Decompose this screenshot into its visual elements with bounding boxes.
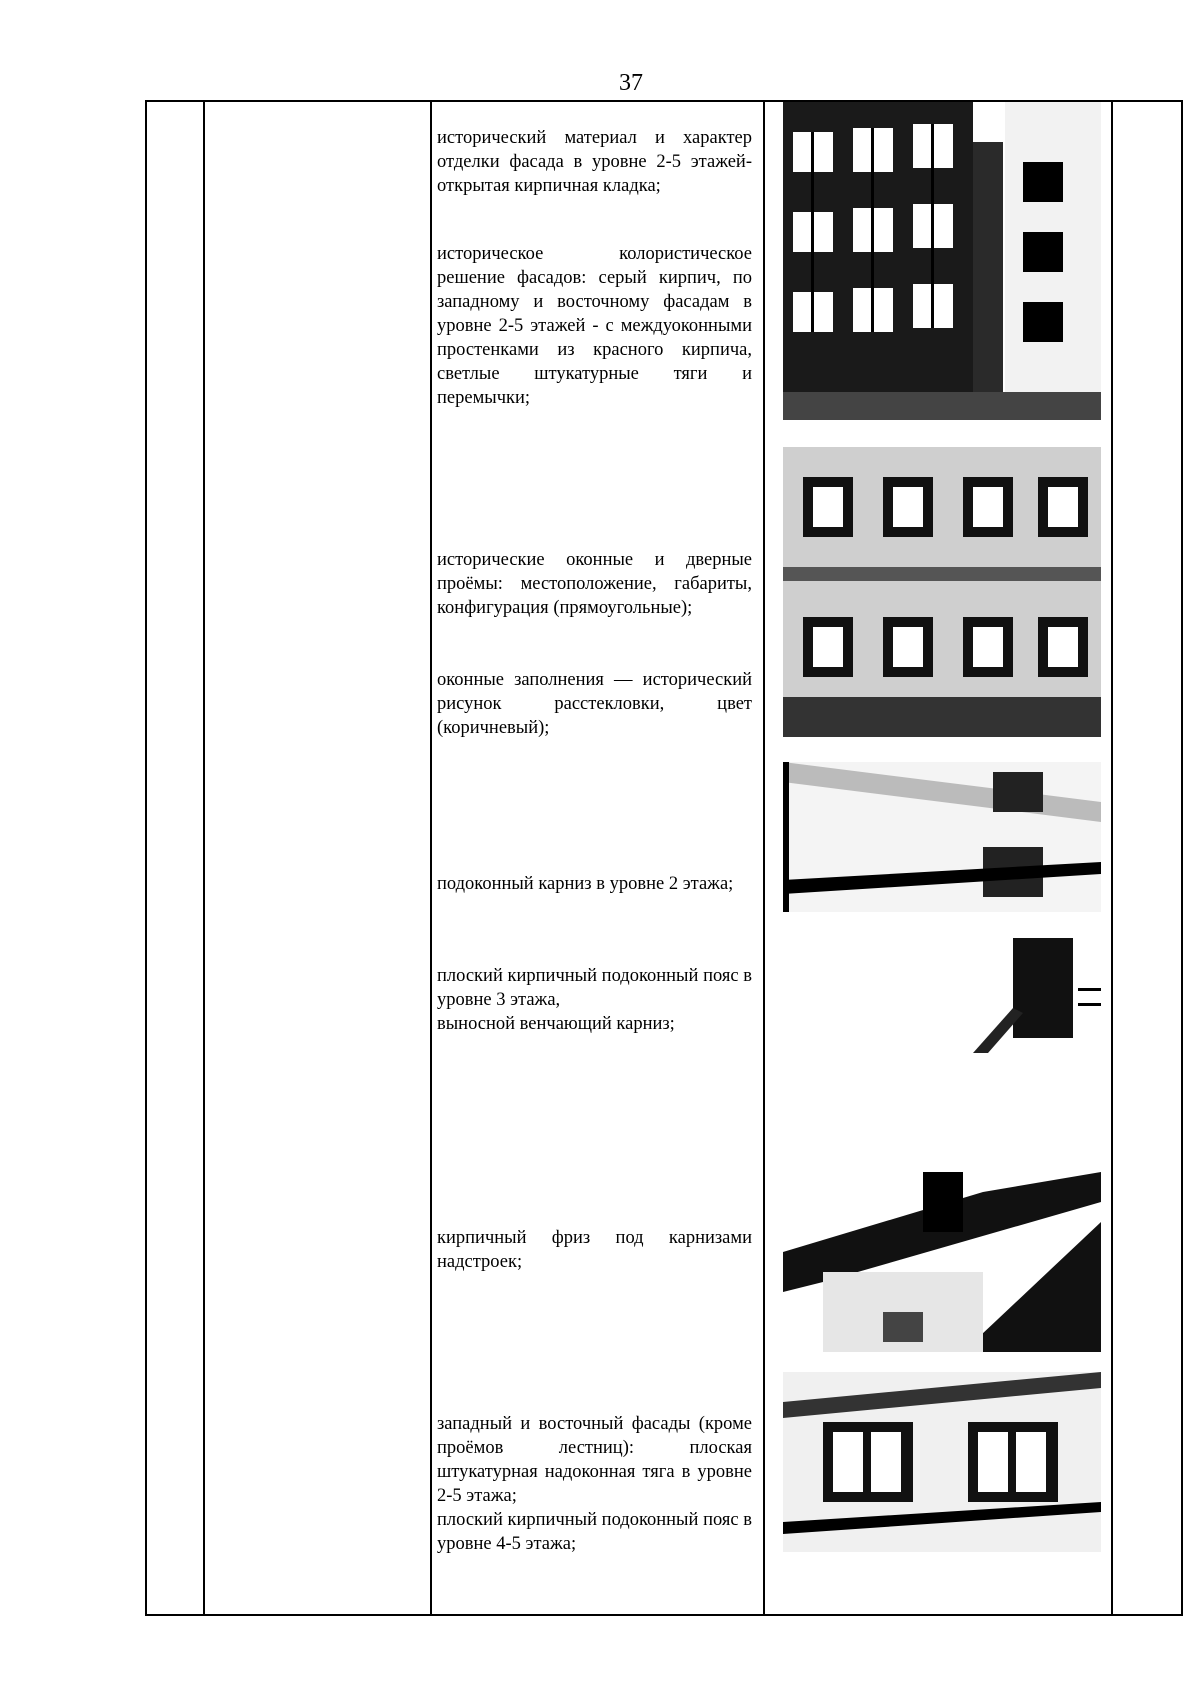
paragraph-sill-cornice: подоконный карниз в уровне 2 этажа; <box>437 874 734 894</box>
paragraph-window-fillings: оконные заполнения — исторический рисунок расстекловки, цвет (коричневый); <box>437 670 752 738</box>
photo-brick-frieze <box>783 1172 1101 1352</box>
paragraph-color-scheme: историческое колористическое решение фасадов: серый кирпич, по западному и восточному фасадам в уровне 2-5 этажей - с междуоконными простенками из красного кирпича, светлые штукатурные тяги и перемычки; <box>437 244 752 408</box>
column-divider <box>763 102 765 1614</box>
paragraph-brick-frieze: кирпичный фриз под карнизами надстроек; <box>437 1228 752 1272</box>
paragraph-west-east-facades: западный и восточный фасады (кроме проёмов лестниц): плоская штукатурная надоконная тяга в уровне 2-5 этажа; <box>437 1414 752 1506</box>
paragraph-brick-belt: плоский кирпичный подоконный пояс в уровне 3 этажа, <box>437 966 752 1010</box>
photo-west-east-facade-windows <box>783 1372 1101 1552</box>
photo-sill-cornice <box>783 762 1101 912</box>
column-divider <box>203 102 205 1614</box>
column-divider <box>1111 102 1113 1614</box>
photo-courtyard-facade <box>783 102 1101 420</box>
paragraph-brick-belt-4-5: плоский кирпичный подоконный пояс в уровне 4-5 этажа; <box>437 1510 752 1554</box>
photo-entrance-door <box>783 938 1101 1053</box>
photo-window-openings <box>783 447 1101 737</box>
page-number: 37 <box>619 70 643 96</box>
protection-subject-table <box>145 100 1183 1616</box>
column-divider <box>430 102 432 1614</box>
paragraph-material: исторический материал и характер отделки фасада в уровне 2-5 этажей- открытая кирпичная кладка; <box>437 128 752 196</box>
paragraph-crowning-cornice: выносной венчающий карниз; <box>437 1014 675 1034</box>
paragraph-openings: исторические оконные и дверные проёмы: местоположение, габариты, конфигурация (прямоугольные); <box>437 550 752 618</box>
